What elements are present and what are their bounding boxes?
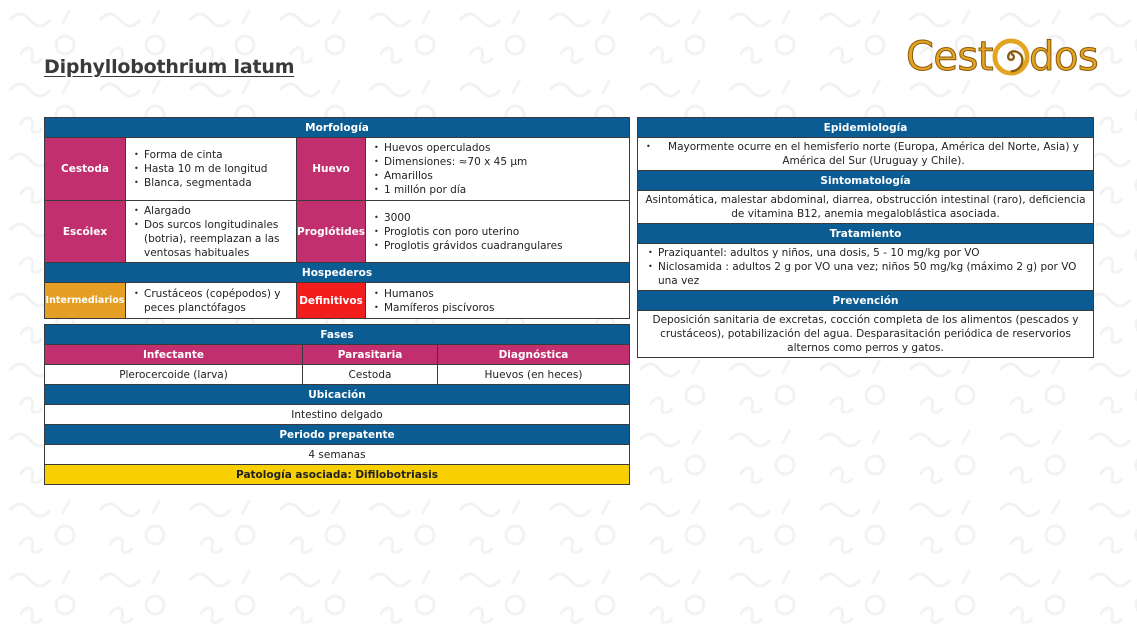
escolex-label: Escólex	[45, 201, 126, 263]
col-diagnostica: Diagnóstica	[438, 345, 630, 365]
col-parasitaria: Parasitaria	[303, 345, 438, 365]
logo	[906, 34, 1098, 80]
escolex-list: • Alargado • Dos surcos longitudinales (botria), reemplazan a las ventosas habituales	[126, 202, 296, 262]
val-infectante: Plerocercoide (larva)	[45, 365, 303, 385]
cestoda-label: Cestoda	[45, 138, 126, 201]
tratamiento-header: Tratamiento	[638, 224, 1094, 244]
periodo-header: Periodo prepatente	[45, 425, 630, 445]
spiral-icon	[992, 38, 1030, 76]
prevencion-text: Deposición sanitaria de excretas, cocción completa de los alimentos (pescados y crustáceos), potabilización del agua. Desparasitación periódica de reservorios alternos como perros y gatos.	[652, 314, 1079, 354]
sintomatologia-text: Asintomática, malestar abdominal, diarrea, obstrucción intestinal (raro), deficiencia de vitamina B12, anemia megaloblástica asociada.	[645, 194, 1086, 220]
fases-header: Fases	[45, 325, 630, 345]
val-diagnostica: Huevos (en heces)	[438, 365, 630, 385]
proglotides-label: Proglótides	[297, 201, 366, 263]
ubicacion-value: Intestino delgado	[45, 405, 630, 425]
page-title: Diphyllobothrium latum	[44, 56, 295, 78]
huevo-list: • Huevos operculados • Dimensiones: ≈70 x 45 µm • Amarillos • 1 millón por día	[366, 139, 629, 199]
hospederos-header: Hospederos	[45, 263, 630, 283]
ubicacion-header: Ubicación	[45, 385, 630, 405]
epidemiologia-text: Mayormente ocurre en el hemisferio norte (Europa, América del Norte, Asia) y América del Sur (Uruguay y Chile).	[668, 141, 1079, 167]
tratamiento-list: • Praziquantel: adultos y niños, una dosis, 5 - 10 mg/kg por VO • Niclosamida : adultos 2 g por VO una vez; niños 50 mg/kg (máximo 2 g) por VO una vez	[638, 244, 1093, 290]
col-infectante: Infectante	[45, 345, 303, 365]
definitivos-label: Definitivos	[297, 283, 366, 319]
epidemiologia-header: Epidemiología	[638, 118, 1094, 138]
patologia-banner: Patología asociada: Difilobotriasis	[45, 465, 630, 485]
clinical-table	[637, 117, 1094, 358]
intermediarios-list: • Crustáceos (copépodos) y peces planctófagos	[126, 285, 296, 317]
prevencion-header: Prevención	[638, 291, 1094, 311]
phases-table	[44, 324, 630, 485]
proglotides-list: • 3000 • Proglotis con poro uterino • Proglotis grávidos cuadrangulares	[366, 209, 629, 255]
val-parasitaria: Cestoda	[303, 365, 438, 385]
morphology-header: Morfología	[45, 118, 630, 138]
cestoda-list: • Forma de cinta • Hasta 10 m de longitud • Blanca, segmentada	[126, 146, 296, 192]
bullet-icon: •	[646, 142, 651, 151]
morphology-table	[44, 117, 630, 319]
intermediarios-label: Intermediarios	[45, 283, 126, 319]
logo-text-right: dos	[1029, 34, 1099, 80]
periodo-value: 4 semanas	[45, 445, 630, 465]
logo-text-left: Cest	[906, 34, 994, 80]
definitivos-list: • Humanos • Mamíferos piscívoros	[366, 285, 629, 317]
huevo-label: Huevo	[297, 138, 366, 201]
sintomatologia-header: Sintomatología	[638, 171, 1094, 191]
